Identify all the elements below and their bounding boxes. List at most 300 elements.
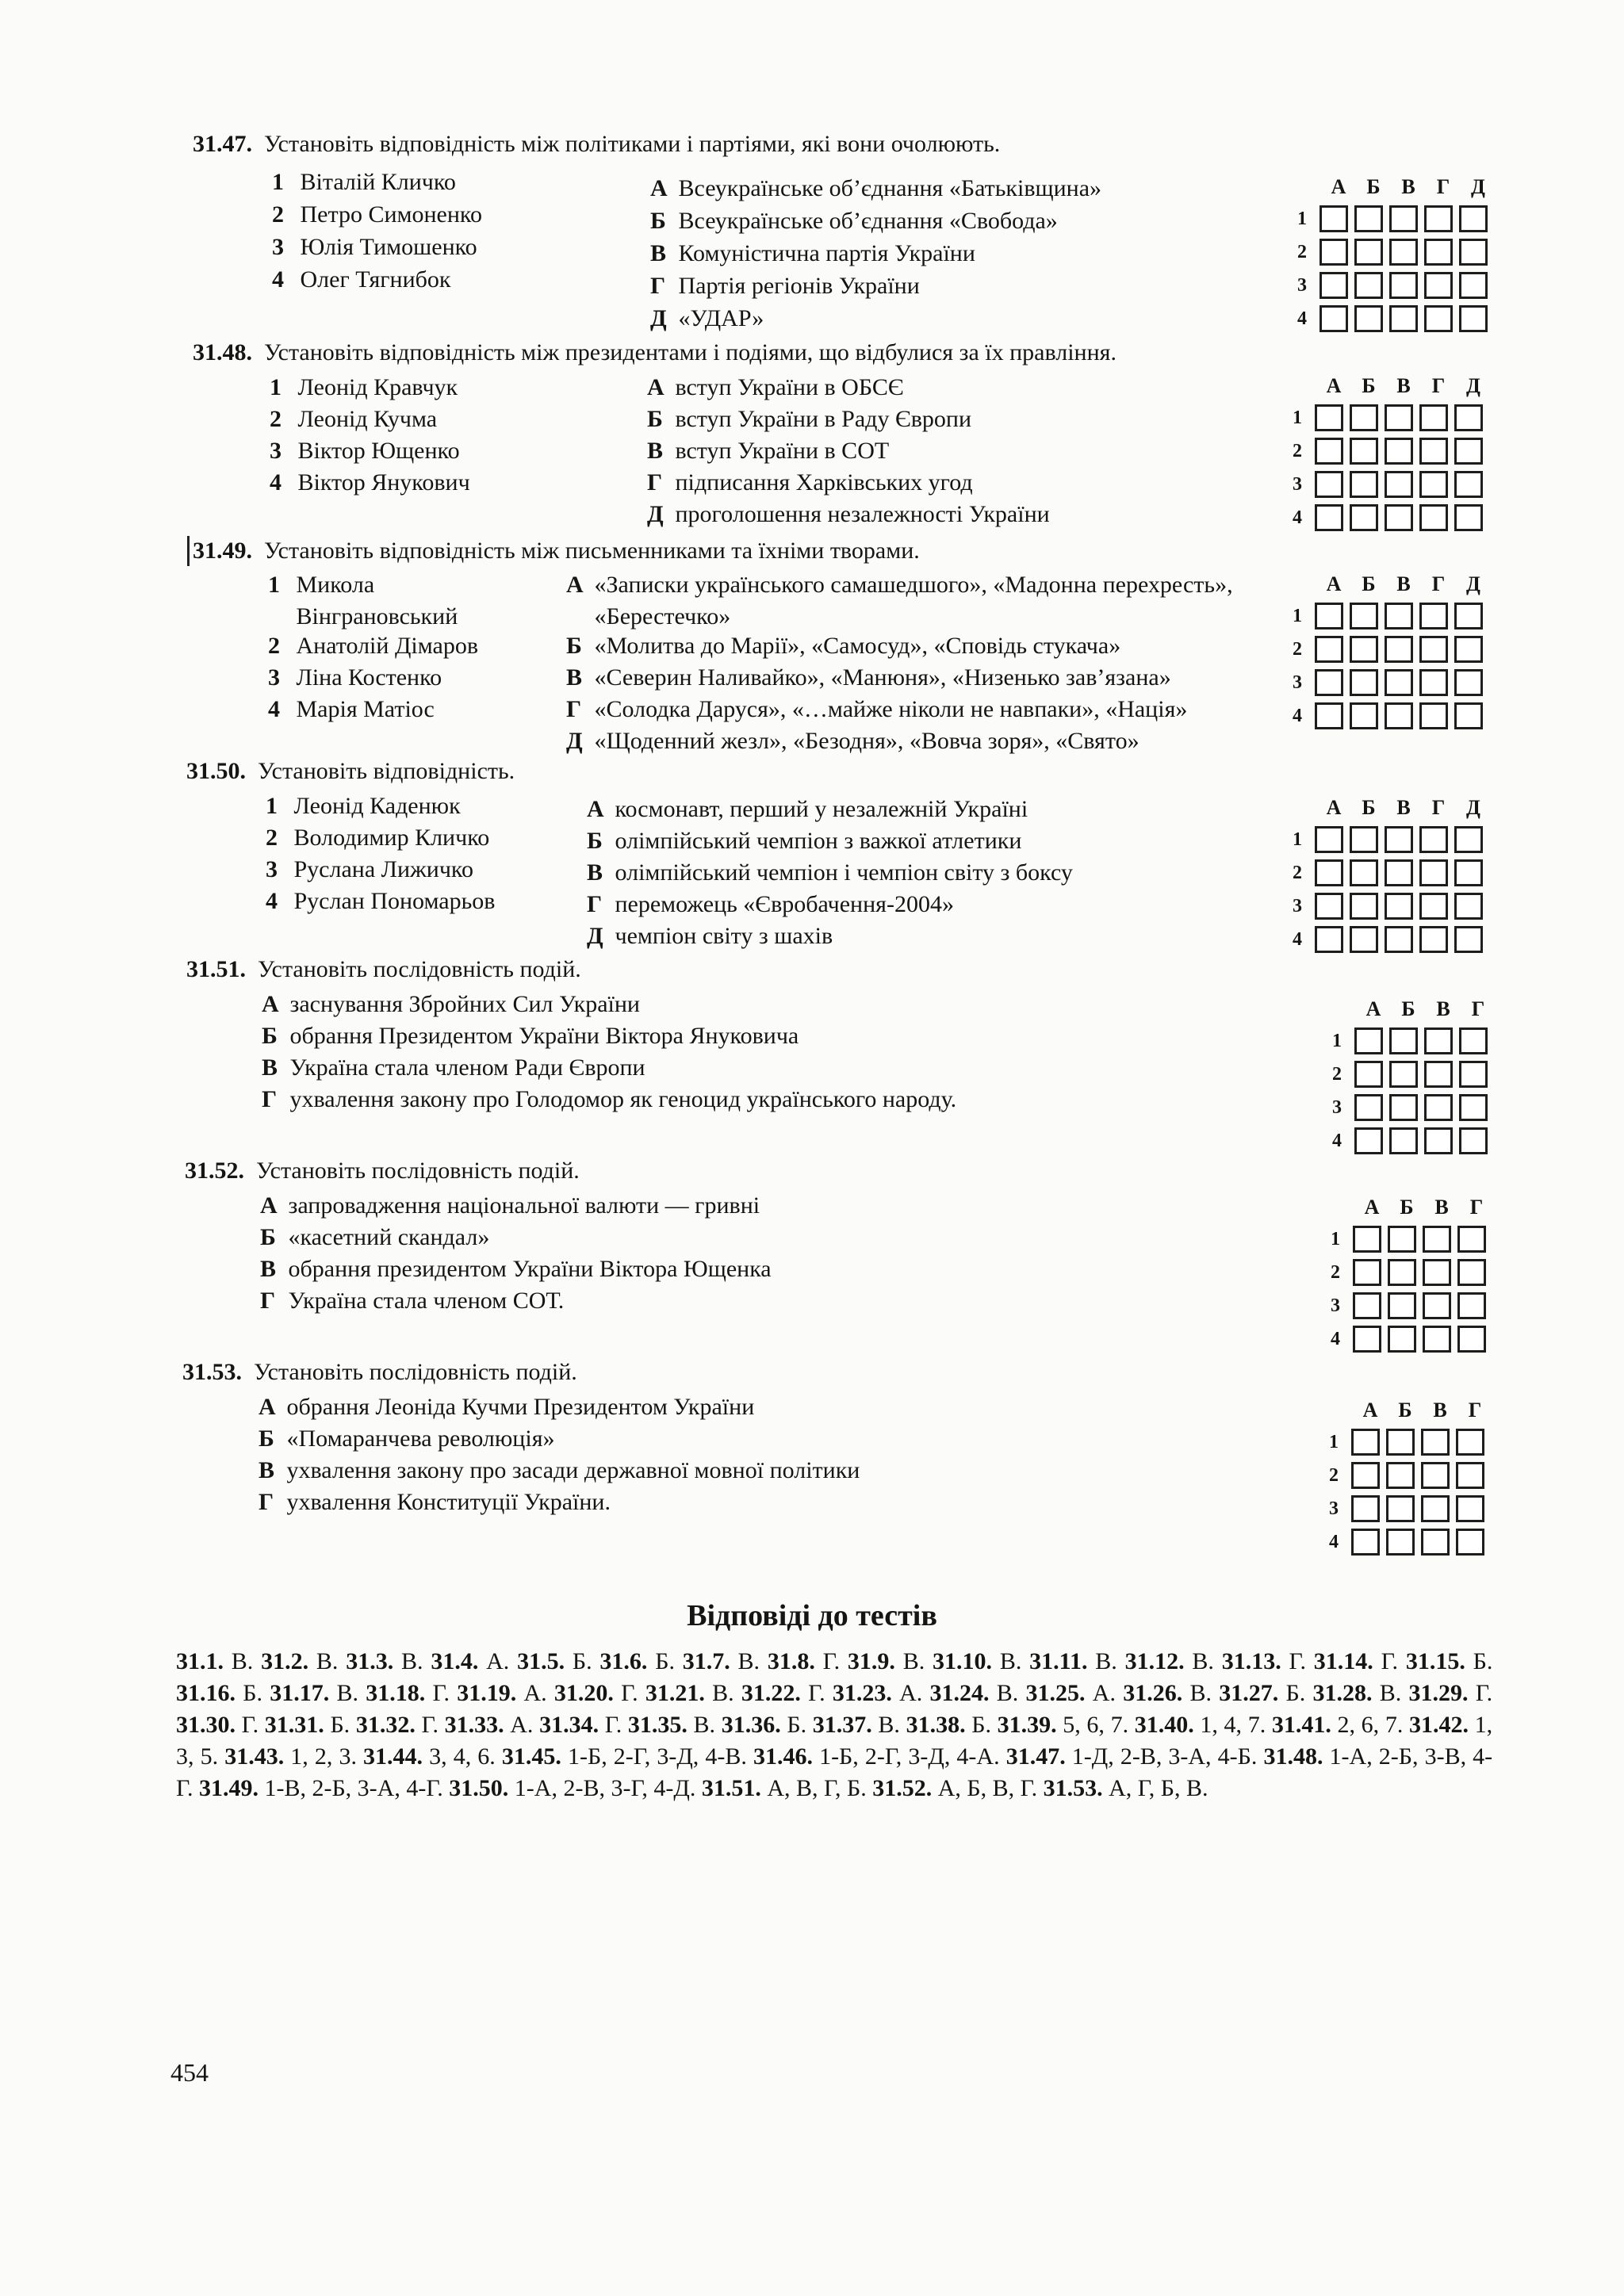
answer-cell[interactable] [1350, 471, 1378, 498]
option-right: В вступ України в СОТ [647, 438, 890, 464]
answer-cell[interactable] [1385, 859, 1413, 886]
answer-entry [848, 1648, 925, 1674]
grid-row-label: 2 [1293, 863, 1302, 883]
answer-value: В. [996, 1680, 1019, 1706]
answer-entry [176, 1648, 253, 1674]
answer-entry [554, 1680, 638, 1706]
answer-cell[interactable] [1350, 669, 1378, 696]
answer-cell[interactable] [1454, 859, 1483, 886]
answer-cell[interactable] [1350, 404, 1378, 431]
answer-cell[interactable] [1350, 504, 1378, 531]
answers-title: Відповіді до тестів [687, 1599, 937, 1632]
answers-block [176, 1646, 1492, 1804]
answer-cell[interactable] [1454, 504, 1483, 531]
grid-header [1316, 572, 1491, 596]
answer-value: 3, 4, 6. [429, 1743, 496, 1770]
answer-cell[interactable] [1388, 1326, 1416, 1353]
grid-row-label: 4 [1332, 1131, 1342, 1151]
answer-value: Б. [1285, 1680, 1306, 1706]
answer-number: 31.28. [1312, 1680, 1373, 1706]
answer-cell[interactable] [1423, 1292, 1451, 1319]
answer-number: 31.25. [1025, 1680, 1086, 1706]
answer-cell[interactable] [1315, 603, 1343, 629]
answer-entry [445, 1712, 534, 1738]
answer-cell[interactable] [1350, 702, 1378, 729]
answer-entry [1123, 1680, 1212, 1706]
answer-cell[interactable] [1459, 205, 1488, 232]
answer-cell[interactable] [1454, 636, 1483, 663]
answer-cell[interactable] [1389, 1094, 1418, 1121]
answer-number: 31.40. [1134, 1712, 1194, 1738]
option-right: А Всеукраїнське об’єднання «Батьківщина» [650, 175, 1102, 201]
option-left: 4 Марія Матіос [268, 696, 435, 722]
answer-cell[interactable] [1424, 1027, 1453, 1054]
answer-value: 5, 6, 7. [1063, 1712, 1129, 1738]
option-right: А космонавт, перший у незалежній Україні [587, 796, 1028, 822]
grid-row-label: 1 [1297, 209, 1307, 229]
answer-cell[interactable] [1350, 926, 1378, 953]
answer-cell[interactable] [1354, 1061, 1383, 1088]
answer-cell[interactable] [1459, 1094, 1488, 1121]
answer-cell[interactable] [1351, 1529, 1380, 1556]
option-right: В Комуністична партія України [650, 240, 975, 266]
answer-value: В. [401, 1648, 423, 1674]
answer-entry [1314, 1648, 1398, 1674]
answer-cell[interactable] [1386, 1529, 1415, 1556]
answer-cell[interactable] [1459, 1027, 1488, 1054]
answer-cell[interactable] [1315, 438, 1343, 465]
answer-value: В. [1189, 1680, 1212, 1706]
answer-cell[interactable] [1454, 702, 1483, 729]
answer-cell[interactable] [1353, 1326, 1381, 1353]
answer-cell[interactable] [1423, 1259, 1451, 1286]
answer-cell[interactable] [1386, 1495, 1415, 1522]
answer-number: 31.36. [721, 1712, 781, 1738]
option-right: Г підписання Харківських угод [647, 469, 973, 496]
option-left: 2 Петро Симоненко [272, 201, 482, 228]
option-right: Б Всеукраїнське об’єднання «Свобода» [650, 208, 1058, 234]
answer-cell[interactable] [1419, 826, 1448, 853]
option-right: А «Записки українського самашедшого», «Мадонна перехресть», «Берестечко» [566, 572, 1233, 629]
answer-cell[interactable] [1354, 272, 1383, 299]
answer-cell[interactable] [1385, 404, 1413, 431]
answer-cell[interactable] [1419, 893, 1448, 920]
answer-cell[interactable] [1320, 239, 1348, 266]
answer-value: В. [1192, 1648, 1214, 1674]
answer-cell[interactable] [1419, 859, 1448, 886]
answer-cell[interactable] [1421, 1495, 1450, 1522]
grid-column-label: В [1396, 374, 1411, 397]
answer-number: 31.43. [224, 1743, 285, 1770]
answer-cell[interactable] [1350, 603, 1378, 629]
answer-entry [356, 1712, 439, 1738]
answer-cell[interactable] [1419, 669, 1448, 696]
answer-cell[interactable] [1385, 926, 1413, 953]
grid-row-label: 1 [1332, 1031, 1342, 1051]
answer-cell[interactable] [1385, 669, 1413, 696]
answer-cell[interactable] [1454, 471, 1483, 498]
answer-value: Г. [432, 1680, 450, 1706]
grid-column-label: Д [1466, 796, 1480, 819]
answer-entry [1026, 1680, 1116, 1706]
grid-column-label: Г [1436, 175, 1450, 198]
answer-cell[interactable] [1454, 404, 1483, 431]
answer-cell[interactable] [1424, 1061, 1453, 1088]
answer-cell[interactable] [1421, 1462, 1450, 1489]
answer-cell[interactable] [1454, 926, 1483, 953]
option-left: 3 Руслана Лижичко [266, 856, 473, 882]
answer-cell[interactable] [1419, 603, 1448, 629]
answer-entry [906, 1712, 991, 1738]
grid-header [1316, 796, 1491, 820]
answer-cell[interactable] [1350, 636, 1378, 663]
answer-number: 31.33. [444, 1712, 504, 1738]
option-left: 4 Віктор Янукович [270, 469, 470, 496]
answer-cell[interactable] [1350, 438, 1378, 465]
answer-cell[interactable] [1353, 1259, 1381, 1286]
answer-cell[interactable] [1351, 1429, 1380, 1456]
answer-value: А. [486, 1648, 510, 1674]
answer-value: Г. [822, 1648, 841, 1674]
answer-number: 31.35. [627, 1712, 688, 1738]
answer-number: 31.48. [1263, 1743, 1323, 1770]
answer-cell[interactable] [1350, 893, 1378, 920]
grid-header [1316, 374, 1491, 398]
grid-row-label: 3 [1297, 275, 1307, 296]
answer-entry [722, 1712, 806, 1738]
option-left: 3 Віктор Ющенко [270, 438, 460, 464]
option-right: А вступ України в ОБСЄ [647, 374, 904, 400]
answer-cell[interactable] [1454, 669, 1483, 696]
option-left: 1 Микола Вінграновський [268, 572, 458, 629]
answer-cell[interactable] [1454, 603, 1483, 629]
answer-value: В. [1095, 1648, 1117, 1674]
answer-cell[interactable] [1351, 1495, 1380, 1522]
answer-entry [645, 1680, 734, 1706]
answer-entry [346, 1648, 423, 1674]
answer-cell[interactable] [1354, 239, 1383, 266]
grid-column-label: Г [1469, 1196, 1484, 1219]
answer-cell[interactable] [1389, 1061, 1418, 1088]
answer-entry [1222, 1648, 1306, 1674]
option-right: Г «Солодка Даруся», «…майже ніколи не навпаки», «Нація» [566, 696, 1188, 722]
answer-cell[interactable] [1419, 702, 1448, 729]
grid-column-label: В [1433, 1399, 1447, 1422]
option-left: 4 Олег Тягнибок [272, 266, 451, 293]
answer-cell[interactable] [1457, 1326, 1486, 1353]
grid-row-label: 4 [1293, 706, 1302, 726]
answer-cell[interactable] [1315, 404, 1343, 431]
answer-cell[interactable] [1459, 1127, 1488, 1154]
answer-number: 31.14. [1313, 1648, 1373, 1674]
answer-value: Б. [330, 1712, 350, 1738]
answer-number: 31.12. [1124, 1648, 1185, 1674]
grid-row-label: 4 [1293, 507, 1302, 528]
answer-entry [1029, 1648, 1117, 1674]
answer-entry [930, 1680, 1019, 1706]
grid-row-label: 4 [1331, 1329, 1340, 1349]
answer-cell[interactable] [1315, 826, 1343, 853]
grid-row-label: 2 [1293, 639, 1302, 660]
answer-number: 31.16. [176, 1680, 236, 1706]
answer-number: 31.26. [1123, 1680, 1183, 1706]
answer-value: Б. [787, 1712, 807, 1738]
question-header: 31.51. Установіть послідовність подій. [186, 956, 581, 982]
answer-number: 31.30. [176, 1712, 236, 1738]
answer-cell[interactable] [1424, 1127, 1453, 1154]
answer-cell[interactable] [1315, 504, 1343, 531]
sequence-item: Б «касетний скандал» [260, 1224, 490, 1250]
answer-entry [199, 1775, 443, 1801]
answer-value: В. [878, 1712, 900, 1738]
answer-value: 1-А, 2-В, 3-Г, 4-Д. [514, 1775, 696, 1801]
answer-cell[interactable] [1388, 1259, 1416, 1286]
answer-number: 31.10. [933, 1648, 993, 1674]
answer-number: 31.13. [1221, 1648, 1281, 1674]
grid-column-label: А [1365, 997, 1381, 1020]
answer-cell[interactable] [1459, 272, 1488, 299]
grid-header [1356, 997, 1496, 1021]
answer-value: 2, 6, 7. [1337, 1712, 1404, 1738]
question-header: 31.52. Установіть послідовність подій. [185, 1158, 580, 1184]
option-right: Б «Молитва до Марії», «Самосуд», «Сповідь стукача» [566, 633, 1121, 659]
option-right: Г переможець «Євробачення-2004» [587, 891, 954, 917]
option-right: Д чемпіон світу з шахів [587, 923, 833, 949]
answer-value: Г. [621, 1680, 638, 1706]
answer-cell[interactable] [1424, 305, 1453, 332]
answer-cell[interactable] [1386, 1429, 1415, 1456]
answer-value: А. [1092, 1680, 1116, 1706]
answer-entry [1125, 1648, 1214, 1674]
answer-cell[interactable] [1389, 272, 1418, 299]
answer-cell[interactable] [1388, 1292, 1416, 1319]
answer-entry [261, 1648, 338, 1674]
answer-cell[interactable] [1454, 826, 1483, 853]
grid-row-label: 1 [1329, 1432, 1339, 1452]
answer-value: В. [737, 1648, 760, 1674]
answer-number: 31.39. [997, 1712, 1057, 1738]
answer-cell[interactable] [1315, 859, 1343, 886]
answer-cell[interactable] [1423, 1326, 1451, 1353]
answer-entry [176, 1680, 262, 1706]
answer-entry [1272, 1712, 1403, 1738]
answer-cell[interactable] [1456, 1462, 1484, 1489]
answer-number: 31.19. [457, 1680, 517, 1706]
answer-cell[interactable] [1459, 305, 1488, 332]
answer-cell[interactable] [1386, 1462, 1415, 1489]
sequence-item: Б «Помаранчева революція» [259, 1425, 555, 1452]
answer-value: А, В, Г, Б. [767, 1775, 867, 1801]
answer-cell[interactable] [1315, 636, 1343, 663]
answer-cell[interactable] [1354, 205, 1383, 232]
answer-value: Г. [421, 1712, 439, 1738]
answer-number: 31.5. [517, 1648, 565, 1674]
answer-cell[interactable] [1351, 1462, 1380, 1489]
answer-value: 1, 2, 3. [290, 1743, 357, 1770]
answer-cell[interactable] [1385, 702, 1413, 729]
answer-value: А, Г, Б, В. [1109, 1775, 1208, 1801]
grid-column-label: Г [1431, 572, 1446, 595]
answer-cell[interactable] [1419, 926, 1448, 953]
answer-cell[interactable] [1353, 1292, 1381, 1319]
answer-entry [833, 1680, 922, 1706]
answer-value: Б. [655, 1648, 675, 1674]
answer-cell[interactable] [1454, 438, 1483, 465]
grid-row-label: 3 [1293, 474, 1302, 495]
answer-cell[interactable] [1353, 1226, 1381, 1253]
grid-column-label: Б [1362, 374, 1376, 397]
grid-row-label: 1 [1293, 829, 1302, 850]
option-left: 2 Анатолій Дімаров [268, 633, 478, 659]
answer-number: 31.6. [599, 1648, 648, 1674]
answer-cell[interactable] [1389, 305, 1418, 332]
answer-number: 31.15. [1405, 1648, 1465, 1674]
sequence-item: Б обрання Президентом України Віктора Януковича [262, 1023, 799, 1049]
answer-number: 31.27. [1219, 1680, 1279, 1706]
answer-entry [1006, 1743, 1258, 1770]
answer-cell[interactable] [1419, 404, 1448, 431]
answer-value: Б. [971, 1712, 991, 1738]
answer-entry [1312, 1680, 1401, 1706]
answer-cell[interactable] [1315, 702, 1343, 729]
grid-column-label: Г [1431, 374, 1446, 397]
answer-cell[interactable] [1419, 636, 1448, 663]
grid-header [1321, 175, 1496, 199]
sequence-item: В Україна стала членом Ради Європи [262, 1054, 645, 1081]
grid-column-label: Д [1471, 175, 1485, 198]
answer-number: 31.24. [929, 1680, 990, 1706]
answer-number: 31.4. [431, 1648, 479, 1674]
grid-column-label: В [1434, 1196, 1449, 1219]
answer-cell[interactable] [1419, 438, 1448, 465]
answer-cell[interactable] [1424, 239, 1453, 266]
answer-cell[interactable] [1315, 893, 1343, 920]
answer-cell[interactable] [1385, 826, 1413, 853]
grid-column-label: В [1401, 175, 1415, 198]
answer-cell[interactable] [1350, 859, 1378, 886]
answer-number: 31.8. [767, 1648, 815, 1674]
grid-row-label: 3 [1293, 896, 1302, 916]
option-right: Б вступ України в Раду Європи [647, 406, 972, 432]
answer-cell[interactable] [1456, 1495, 1484, 1522]
answer-cell[interactable] [1315, 669, 1343, 696]
grid-column-label: Г [1431, 796, 1446, 819]
answer-cell[interactable] [1385, 504, 1413, 531]
question-header: 31.53. Установіть послідовність подій. [182, 1359, 577, 1385]
answer-value: Г. [1475, 1680, 1493, 1706]
answer-number: 31.21. [645, 1680, 705, 1706]
answer-cell[interactable] [1457, 1226, 1486, 1253]
option-right: Д «УДАР» [650, 305, 764, 331]
answer-cell[interactable] [1320, 305, 1348, 332]
answer-entry [813, 1712, 900, 1738]
grid-row-label: 3 [1329, 1498, 1339, 1519]
answer-cell[interactable] [1424, 205, 1453, 232]
answer-cell[interactable] [1457, 1292, 1486, 1319]
answer-value: 1-Д, 2-В, 3-А, 4-Б. [1071, 1743, 1258, 1770]
grid-column-label: В [1396, 796, 1411, 819]
grid-column-label: В [1396, 572, 1411, 595]
answer-entry [1406, 1648, 1493, 1674]
answer-entry [431, 1648, 509, 1674]
answer-cell[interactable] [1456, 1429, 1484, 1456]
answer-entry [741, 1680, 825, 1706]
option-left: 2 Леонід Кучма [270, 406, 438, 432]
answer-entry [270, 1680, 358, 1706]
answer-cell[interactable] [1354, 1027, 1383, 1054]
answer-cell[interactable] [1388, 1226, 1416, 1253]
answer-cell[interactable] [1421, 1529, 1450, 1556]
answer-entry [1408, 1680, 1492, 1706]
answer-value: В. [316, 1648, 339, 1674]
answer-cell[interactable] [1385, 471, 1413, 498]
grid-header [1353, 1399, 1492, 1422]
answer-value: В. [999, 1648, 1022, 1674]
grid-column-label: Б [1362, 572, 1376, 595]
option-right: Г Партія регіонів України [650, 273, 920, 299]
answer-cell[interactable] [1389, 239, 1418, 266]
answer-cell[interactable] [1423, 1226, 1451, 1253]
option-left: 1 Леонід Каденюк [266, 793, 461, 819]
answer-number: 31.9. [847, 1648, 895, 1674]
answer-cell[interactable] [1385, 438, 1413, 465]
answer-cell[interactable] [1354, 305, 1383, 332]
answer-cell[interactable] [1459, 239, 1488, 266]
answer-cell[interactable] [1389, 1027, 1418, 1054]
sequence-item: В ухвалення закону про засади державної мовної політики [259, 1457, 860, 1483]
answer-value: Г. [1289, 1648, 1306, 1674]
answer-cell[interactable] [1456, 1529, 1484, 1556]
grid-column-label: А [1326, 796, 1342, 819]
option-right: Б олімпійський чемпіон з важкої атлетики [587, 828, 1022, 854]
answer-cell[interactable] [1389, 205, 1418, 232]
answer-cell[interactable] [1354, 1094, 1383, 1121]
answer-cell[interactable] [1419, 504, 1448, 531]
grid-row-label: 2 [1297, 242, 1307, 262]
answer-number: 31.34. [539, 1712, 599, 1738]
grid-row-label: 3 [1331, 1295, 1340, 1316]
answer-entry [683, 1648, 760, 1674]
answer-cell[interactable] [1421, 1429, 1450, 1456]
answer-cell[interactable] [1385, 893, 1413, 920]
option-right: В «Северин Наливайко», «Манюня», «Низенько зав’язана» [566, 664, 1171, 691]
answer-cell[interactable] [1385, 636, 1413, 663]
answer-cell[interactable] [1354, 1127, 1383, 1154]
answer-cell[interactable] [1459, 1061, 1488, 1088]
grid-column-label: А [1364, 1196, 1380, 1219]
answer-cell[interactable] [1457, 1259, 1486, 1286]
answer-value: В. [693, 1712, 716, 1738]
question-header: 31.47. Установіть відповідність між політиками і партіями, які вони очолюють. [193, 131, 1001, 157]
answer-cell[interactable] [1424, 1094, 1453, 1121]
grid-column-label: Б [1366, 175, 1381, 198]
answer-value: В. [1379, 1680, 1402, 1706]
answer-cell[interactable] [1315, 926, 1343, 953]
answer-entry [457, 1680, 546, 1706]
answer-cell[interactable] [1320, 205, 1348, 232]
answer-cell[interactable] [1424, 272, 1453, 299]
option-left: 3 Юлія Тимошенко [272, 234, 477, 260]
answer-cell[interactable] [1419, 471, 1448, 498]
answer-cell[interactable] [1385, 603, 1413, 629]
answer-cell[interactable] [1350, 826, 1378, 853]
answer-cell[interactable] [1454, 893, 1483, 920]
sequence-item: Г Україна стала членом СОТ. [260, 1288, 565, 1314]
answer-value: А, Б, В, Г. [937, 1775, 1038, 1801]
answer-cell[interactable] [1389, 1127, 1418, 1154]
answer-cell[interactable] [1320, 272, 1348, 299]
answer-cell[interactable] [1315, 471, 1343, 498]
